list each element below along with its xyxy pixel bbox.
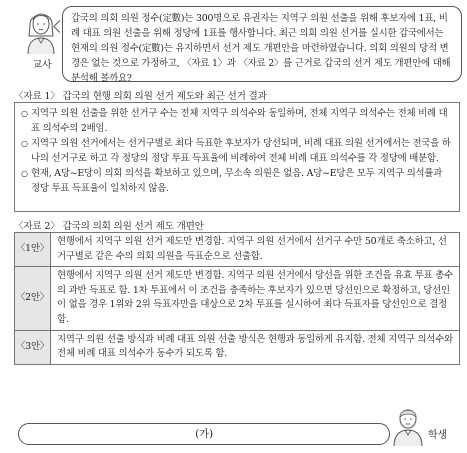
plan-text: 현행에서 지역구 의원 선거 제도만 변경함. 지역구 의원 선거에서 당선을 위한 조건을 유효 투표 총수의 과반 득표로 함. 1차 투표에서 이 조건을 충족하는 후보자가 있으면 당선인으로 확정하고, 당선인이 없을 경우 1위와 2위 득표자만을 대상으로 2차 투표를 실시하여 최다 득표자를 당선인으로 결정함. [51, 267, 460, 330]
material1-title: 〈자료 1〉 갑국의 현행 의회 의원 선거 제도와 최근 선거 결과 [14, 91, 267, 102]
student-label: 학생 [428, 430, 447, 441]
plan-text: 지역구 의원 선출 방식과 비례 대표 의원 선출 방식은 현행과 동일하게 유지함. 전체 지역구 의석수와 전체 비례 대표 의석수가 동수가 되도록 함. [51, 330, 460, 364]
teacher-label: 교사 [32, 60, 52, 71]
material1-item: ○ 지역구 의원 선거에서는 선거구별로 최다 득표한 후보자가 당선되며, 비례 대표 의원 선거에서는 전국을 하나의 선거구로 하고 각 정당의 정당 투표 득표율에 비례하여 전체 비례 대표 의석수를 각 정당에 배분함. [21, 137, 453, 166]
material2-title: 〈자료 2〉 갑국의 의회 의원 선거 제도 개편안 [14, 221, 204, 232]
plan-key: 〈3안〉 [15, 330, 51, 364]
material1-item: ○ 지역구 의원 선출을 위한 선거구 수는 전체 지역구 의석수와 동일하며, 전체 지역구 의석수는 전체 비례 대표 의석수의 2배임. [21, 107, 453, 136]
material1-box [14, 102, 460, 212]
teacher-speech-bubble: 갑국의 의회 의원 정수(定數)는 300명으로 유권자는 지역구 의원 선출을 위해 후보자에 1표, 비례 대표 의원 선출을 위해 정당에 1표를 행사합니다. 최근 의회 의원 선거를 실시한 갑국에서는 현재의 의원 정수(定數)는 유지하면서 선거 제도 개편안을 마련하였습니다. 의회 의원의 당적 변경은 없는 것으로 가정하고, 〈자료 1〉과 〈자료 2〉를 근거로 갑국의 선거 제도 개편안에 대해 분석해 볼까요? [62, 6, 462, 82]
table-row [15, 330, 460, 364]
plan-key: 〈1안〉 [15, 233, 51, 267]
answer-box: (가) [18, 423, 390, 445]
student-avatar-icon [390, 404, 426, 446]
material2-table [14, 232, 460, 365]
teacher-avatar-icon [24, 6, 58, 54]
table-row [15, 267, 460, 330]
plan-key: 〈2안〉 [15, 267, 51, 330]
plan-text: 현행에서 지역구 의원 선거 제도만 변경함. 지역구 의원 선거에서 선거구 수만 50개로 축소하고, 선거구별로 같은 수의 의회 의원을 득표순으로 선출함. [51, 233, 460, 267]
table-row [15, 233, 460, 267]
material1-item: ○ 현재, A당~E당이 의회 의석을 확보하고 있으며, 무소속 의원은 없음. A당~E당은 모두 지역구 의석률과 정당 투표 득표율이 일치하지 않음. [21, 167, 453, 196]
